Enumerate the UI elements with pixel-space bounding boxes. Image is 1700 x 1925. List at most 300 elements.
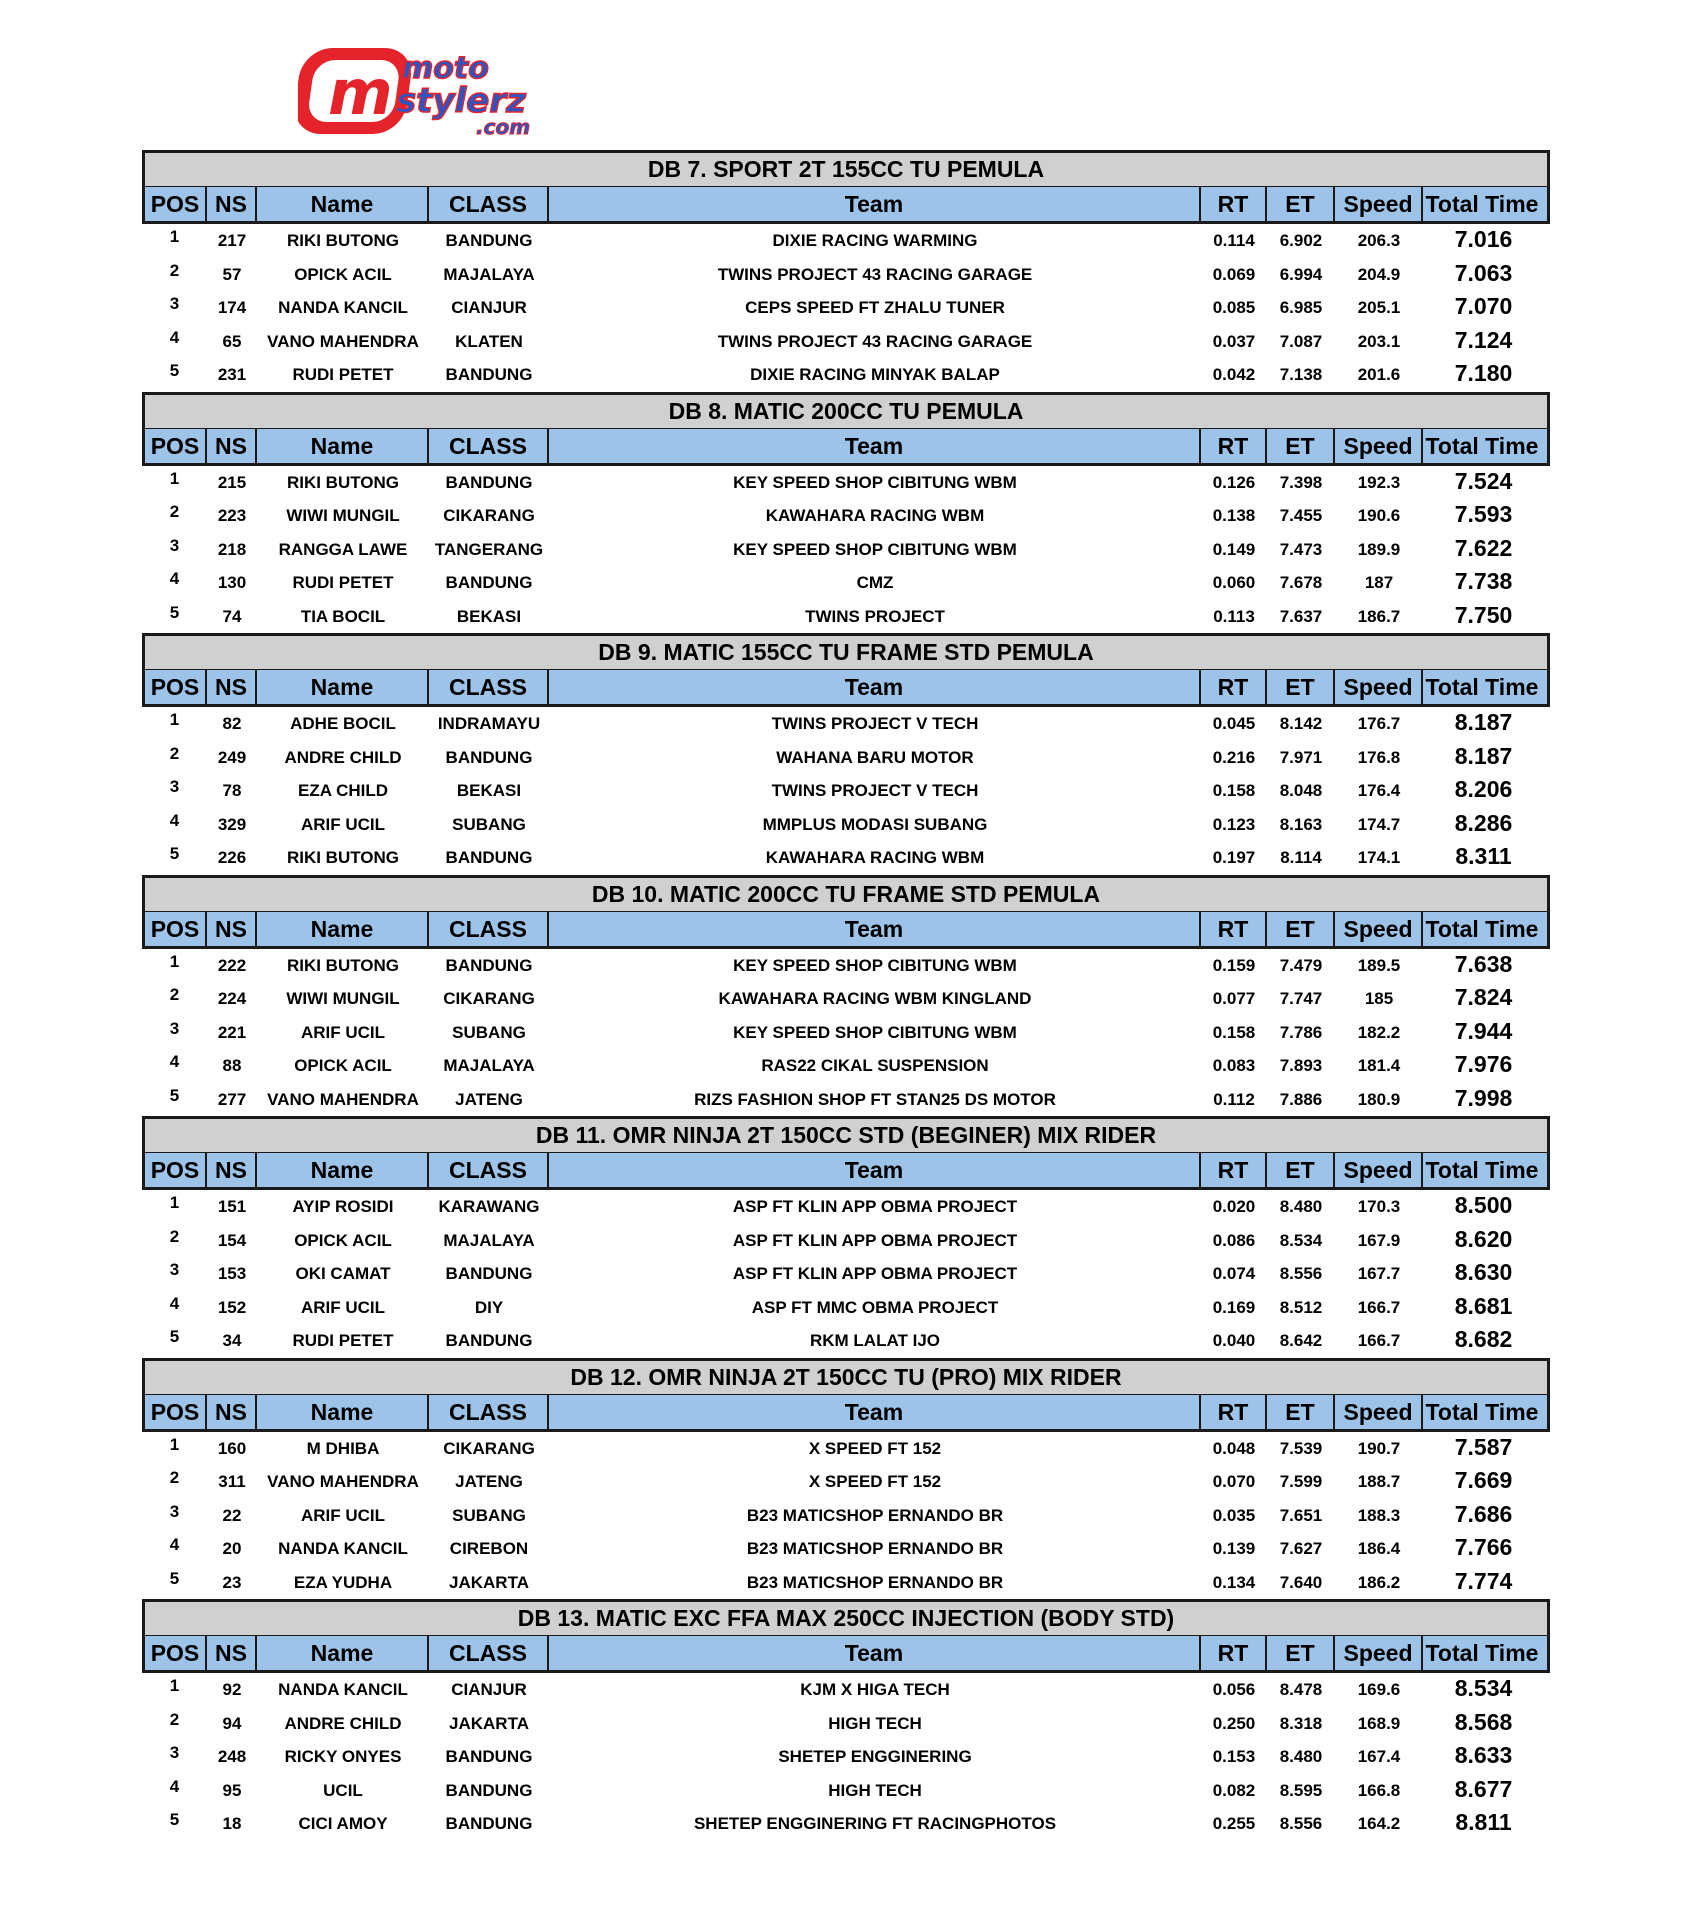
cell-ns: 160 (217, 1438, 247, 1458)
cell-speed: 190.7 (1357, 1438, 1401, 1458)
cell-rt: 0.048 (1212, 1438, 1256, 1458)
cell-team: HIGH TECH (828, 1780, 922, 1800)
cell-name: VANO MAHENDRA (267, 1472, 419, 1491)
column-header-pos: POS (145, 912, 207, 946)
cell-speed: 181.4 (1357, 1056, 1401, 1075)
cell-ns: 95 (222, 1780, 242, 1800)
column-header-et: ET (1267, 1395, 1335, 1429)
cell-et: 8.480 (1279, 1197, 1323, 1216)
cell-rt: 0.126 (1212, 472, 1256, 492)
cell-class: BANDUNG (445, 1747, 533, 1766)
column-header-class: CLASS (429, 429, 549, 463)
svg-text:.com: .com (476, 115, 531, 139)
cell-name: VANO MAHENDRA (267, 331, 419, 351)
cell-pos: 2 (169, 743, 180, 763)
cell-pos: 1 (169, 1434, 180, 1454)
column-header-et: ET (1267, 1636, 1335, 1670)
cell-rt: 0.138 (1212, 506, 1256, 525)
column-header-rt: RT (1201, 912, 1267, 946)
cell-et: 7.971 (1279, 747, 1323, 767)
table-row (142, 325, 1550, 359)
table-row (142, 1673, 1550, 1707)
column-header-speed: Speed (1335, 187, 1423, 221)
cell-ns: 151 (217, 1197, 247, 1216)
cell-pos: 2 (169, 502, 180, 521)
cell-team: CMZ (856, 573, 894, 592)
column-header-class: CLASS (429, 1153, 549, 1187)
cell-team: MMPLUS MODASI SUBANG (762, 814, 988, 834)
cell-rt: 0.056 (1212, 1680, 1256, 1699)
cell-pos: 1 (169, 468, 180, 488)
cell-speed: 186.4 (1357, 1539, 1401, 1558)
column-header-pos: POS (145, 670, 207, 704)
cell-name: OPICK ACIL (294, 1230, 392, 1250)
cell-et: 7.886 (1279, 1089, 1323, 1109)
cell-et: 7.455 (1279, 506, 1323, 525)
column-header-rt: RT (1201, 187, 1267, 221)
cell-et: 6.985 (1279, 298, 1323, 317)
cell-speed: 167.4 (1357, 1747, 1401, 1766)
cell-rt: 0.113 (1213, 606, 1255, 626)
column-header-ns: NS (207, 1153, 257, 1187)
cell-et: 7.640 (1279, 1572, 1323, 1592)
cell-class: KARAWANG (438, 1197, 540, 1216)
table-row (142, 774, 1550, 808)
cell-total: 7.180 (1454, 360, 1513, 386)
table-row (142, 707, 1550, 741)
cell-et: 8.556 (1279, 1264, 1323, 1283)
event-title: DB 11. OMR NINJA 2T 150CC STD (BEGINER) MIX RIDER (145, 1116, 1547, 1153)
cell-total: 7.124 (1454, 326, 1513, 353)
cell-class: BANDUNG (445, 1264, 533, 1283)
cell-pos: 1 (169, 951, 180, 971)
cell-pos: 4 (169, 1776, 180, 1796)
cell-ns: 152 (217, 1297, 247, 1317)
table-row (142, 1049, 1550, 1083)
column-header-name: Name (257, 670, 429, 704)
cell-name: OPICK ACIL (294, 264, 392, 284)
cell-total: 8.681 (1454, 1292, 1513, 1319)
cell-speed: 185 (1364, 989, 1394, 1008)
column-header-rt: RT (1201, 1395, 1267, 1429)
cell-et: 8.642 (1279, 1331, 1323, 1350)
column-header-class: CLASS (429, 187, 549, 221)
column-header-team: Team (549, 429, 1201, 463)
cell-class: SUBANG (452, 1022, 526, 1042)
cell-class: MAJALAYA (443, 1230, 535, 1250)
column-header-team: Team (549, 912, 1201, 946)
cell-speed: 203.1 (1357, 331, 1401, 351)
cell-class: TANGERANG (434, 539, 544, 559)
cell-ns: 92 (222, 1680, 242, 1699)
table-row (142, 1324, 1550, 1358)
cell-rt: 0.134 (1212, 1572, 1256, 1592)
cell-name: RIKI BUTONG (286, 955, 400, 975)
cell-pos: 3 (169, 535, 180, 555)
cell-class: BANDUNG (445, 848, 533, 867)
result-rows (142, 466, 1550, 634)
table-row (142, 1532, 1550, 1566)
column-header-pos: POS (145, 1636, 207, 1670)
cell-et: 8.114 (1280, 848, 1322, 867)
cell-total: 7.824 (1454, 984, 1513, 1010)
table-row (142, 808, 1550, 842)
column-header-rt: RT (1201, 1153, 1267, 1187)
cell-name: OKI CAMAT (295, 1264, 391, 1283)
column-header-name: Name (257, 1636, 429, 1670)
cell-pos: 2 (169, 1468, 180, 1487)
cell-speed: 187 (1364, 573, 1394, 592)
cell-class: CIKARANG (443, 1438, 535, 1458)
table-row (142, 1257, 1550, 1291)
event-block (142, 875, 1550, 1117)
cell-speed: 190.6 (1357, 506, 1401, 525)
event-block (142, 1599, 1550, 1841)
cell-total: 8.286 (1454, 809, 1513, 836)
result-rows (142, 949, 1550, 1117)
column-header-class: CLASS (429, 1395, 549, 1429)
cell-rt: 0.112 (1213, 1089, 1255, 1109)
cell-pos: 2 (169, 1226, 180, 1246)
cell-class: CIKARANG (443, 506, 535, 525)
cell-et: 7.599 (1279, 1472, 1323, 1491)
cell-et: 8.556 (1279, 1814, 1323, 1833)
cell-team: KJM X HIGA TECH (800, 1680, 950, 1699)
column-header-pos: POS (145, 1395, 207, 1429)
cell-rt: 0.077 (1212, 989, 1256, 1008)
cell-class: BEKASI (456, 606, 522, 626)
cell-rt: 0.082 (1212, 1780, 1256, 1800)
cell-speed: 169.6 (1357, 1680, 1401, 1699)
cell-pos: 1 (169, 227, 180, 246)
cell-total: 7.669 (1454, 1467, 1513, 1493)
column-header-class: CLASS (429, 912, 549, 946)
column-header-row (145, 1153, 1547, 1190)
cell-name: ANDRE CHILD (284, 1713, 402, 1733)
cell-speed: 206.3 (1357, 231, 1401, 250)
table-row (142, 291, 1550, 325)
cell-team: B23 MATICSHOP ERNANDO BR (746, 1572, 1004, 1592)
cell-speed: 167.9 (1357, 1230, 1401, 1250)
cell-name: TIA BOCIL (300, 606, 386, 626)
cell-ns: 88 (222, 1056, 242, 1075)
cell-pos: 2 (169, 260, 180, 280)
cell-speed: 176.7 (1357, 714, 1401, 733)
column-header-speed: Speed (1335, 1636, 1423, 1670)
cell-pos: 4 (169, 810, 180, 830)
cell-speed: 188.3 (1357, 1505, 1401, 1525)
cell-class: SUBANG (452, 1505, 526, 1525)
cell-name: EZA YUDHA (293, 1572, 393, 1592)
cell-total: 7.766 (1454, 1534, 1513, 1560)
cell-et: 8.478 (1279, 1680, 1323, 1699)
cell-team: TWINS PROJECT V TECH (771, 714, 979, 733)
column-header-total: Total Time (1425, 1398, 1539, 1425)
cell-name: RUDI PETET (292, 365, 394, 384)
svg-text:stylerz: stylerz (396, 81, 526, 121)
cell-total: 8.206 (1454, 776, 1513, 802)
cell-ns: 218 (217, 539, 247, 559)
cell-total: 7.524 (1454, 467, 1513, 494)
column-header-name: Name (257, 912, 429, 946)
cell-name: NANDA KANCIL (278, 1539, 408, 1558)
event-title: DB 12. OMR NINJA 2T 150CC TU (PRO) MIX RIDER (145, 1358, 1547, 1395)
column-header-et: ET (1267, 429, 1335, 463)
cell-speed: 186.2 (1357, 1572, 1401, 1592)
cell-class: SUBANG (452, 814, 526, 834)
cell-total: 7.063 (1454, 259, 1513, 286)
cell-pos: 4 (169, 1535, 180, 1554)
cell-rt: 0.020 (1212, 1197, 1256, 1216)
cell-name: ARIF UCIL (300, 1022, 386, 1042)
cell-speed: 189.5 (1357, 955, 1401, 975)
cell-team: HIGH TECH (828, 1713, 922, 1733)
cell-rt: 0.085 (1212, 298, 1256, 317)
column-header-name: Name (257, 1153, 429, 1187)
column-header-et: ET (1267, 670, 1335, 704)
cell-ns: 311 (218, 1472, 246, 1491)
table-row (142, 1774, 1550, 1808)
cell-total: 7.774 (1454, 1567, 1513, 1594)
column-header-total: Total Time (1425, 915, 1539, 942)
column-header-total: Total Time (1425, 1640, 1539, 1666)
column-header-row (145, 1395, 1547, 1432)
cell-et: 8.512 (1279, 1297, 1323, 1317)
table-row (142, 1083, 1550, 1117)
cell-et: 7.539 (1279, 1438, 1323, 1458)
column-header-row (145, 187, 1547, 224)
column-header-speed: Speed (1335, 670, 1423, 704)
column-header-team: Team (549, 670, 1201, 704)
cell-ns: 174 (217, 298, 247, 317)
cell-ns: 226 (217, 848, 247, 867)
cell-pos: 5 (169, 602, 180, 622)
cell-rt: 0.086 (1212, 1230, 1256, 1250)
column-header-total: Total Time (1425, 191, 1539, 217)
column-header-name: Name (257, 187, 429, 221)
cell-ns: 82 (222, 714, 242, 733)
cell-rt: 0.216 (1212, 747, 1256, 767)
event-block (142, 1116, 1550, 1358)
cell-team: KAWAHARA RACING WBM KINGLAND (718, 989, 1032, 1008)
cell-team: KAWAHARA RACING WBM (765, 506, 985, 525)
table-row (142, 533, 1550, 567)
cell-pos: 2 (169, 1709, 180, 1729)
cell-speed: 166.7 (1357, 1297, 1401, 1317)
column-header-ns: NS (207, 429, 257, 463)
cell-ns: 20 (222, 1539, 242, 1558)
table-row (142, 1707, 1550, 1741)
cell-speed: 201.6 (1357, 365, 1401, 384)
cell-name: RIKI BUTONG (286, 472, 400, 492)
cell-class: JATENG (455, 1089, 523, 1109)
cell-rt: 0.083 (1212, 1056, 1256, 1075)
column-header-ns: NS (207, 912, 257, 946)
cell-speed: 168.9 (1357, 1713, 1401, 1733)
cell-class: CIREBON (449, 1539, 529, 1558)
cell-speed: 167.7 (1357, 1264, 1401, 1283)
column-header-rt: RT (1201, 429, 1267, 463)
cell-rt: 0.250 (1212, 1713, 1256, 1733)
table-row (142, 1291, 1550, 1325)
cell-total: 8.630 (1454, 1259, 1513, 1285)
cell-et: 8.142 (1279, 714, 1323, 733)
table-row (142, 499, 1550, 533)
cell-team: TWINS PROJECT V TECH (771, 781, 979, 800)
cell-class: CIANJUR (451, 1680, 527, 1699)
cell-rt: 0.042 (1212, 365, 1256, 384)
cell-rt: 0.035 (1212, 1505, 1256, 1525)
cell-ns: 277 (217, 1089, 247, 1109)
column-header-pos: POS (145, 429, 207, 463)
cell-ns: 57 (222, 264, 242, 284)
cell-class: BEKASI (456, 781, 522, 800)
cell-et: 7.893 (1279, 1056, 1323, 1075)
column-header-row (145, 912, 1547, 949)
cell-speed: 186.7 (1357, 606, 1401, 626)
cell-name: UCIL (323, 1780, 363, 1800)
table-row (142, 741, 1550, 775)
cell-rt: 0.149 (1212, 539, 1256, 559)
cell-name: WIWI MUNGIL (286, 506, 400, 525)
cell-total: 7.998 (1454, 1084, 1513, 1111)
cell-team: KEY SPEED SHOP CIBITUNG WBM (733, 1022, 1017, 1042)
table-row (142, 1465, 1550, 1499)
cell-et: 7.473 (1279, 539, 1323, 559)
cell-et: 6.994 (1279, 264, 1323, 284)
cell-team: CEPS SPEED FT ZHALU TUNER (745, 298, 1005, 317)
cell-rt: 0.074 (1212, 1264, 1256, 1283)
cell-pos: 5 (169, 1327, 180, 1346)
cell-team: KEY SPEED SHOP CIBITUNG WBM (733, 472, 1017, 492)
cell-ns: 329 (217, 814, 247, 834)
cell-pos: 5 (169, 844, 180, 863)
cell-speed: 174.7 (1357, 814, 1401, 834)
cell-team: B23 MATICSHOP ERNANDO BR (746, 1539, 1004, 1558)
table-row (142, 1190, 1550, 1224)
column-header-row (145, 1636, 1547, 1673)
cell-rt: 0.037 (1212, 331, 1256, 351)
cell-name: ARIF UCIL (300, 1297, 386, 1317)
cell-pos: 2 (169, 985, 180, 1004)
cell-ns: 224 (217, 989, 247, 1008)
cell-pos: 3 (169, 777, 180, 796)
cell-pos: 3 (169, 1743, 180, 1762)
table-row (142, 1499, 1550, 1533)
column-header-speed: Speed (1335, 912, 1423, 946)
cell-total: 8.500 (1454, 1192, 1513, 1218)
table-row (142, 600, 1550, 634)
cell-class: MAJALAYA (443, 264, 535, 284)
cell-name: AYIP ROSIDI (292, 1197, 394, 1216)
cell-name: EZA CHILD (297, 781, 389, 800)
cell-pos: 5 (169, 361, 180, 380)
table-row (142, 566, 1550, 600)
cell-speed: 189.9 (1357, 539, 1401, 559)
cell-class: JAKARTA (449, 1572, 529, 1592)
cell-rt: 0.060 (1212, 573, 1256, 592)
cell-et: 6.902 (1279, 231, 1323, 250)
cell-name: RIKI BUTONG (286, 231, 400, 250)
cell-total: 8.187 (1454, 742, 1513, 769)
cell-rt: 0.123 (1212, 814, 1256, 834)
cell-name: RICKY ONYES (284, 1747, 402, 1766)
cell-rt: 0.139 (1212, 1539, 1256, 1558)
cell-class: BANDUNG (445, 1814, 533, 1833)
cell-team: TWINS PROJECT (805, 606, 945, 626)
cell-et: 8.480 (1279, 1747, 1323, 1766)
cell-team: KEY SPEED SHOP CIBITUNG WBM (733, 955, 1017, 975)
cell-name: ADHE BOCIL (290, 714, 396, 733)
column-header-speed: Speed (1335, 429, 1423, 463)
cell-ns: 78 (222, 781, 242, 800)
cell-name: ANDRE CHILD (284, 747, 402, 767)
cell-et: 8.163 (1279, 814, 1323, 834)
cell-class: CIANJUR (451, 298, 527, 317)
cell-ns: 248 (217, 1747, 247, 1766)
cell-rt: 0.158 (1212, 1022, 1256, 1042)
cell-class: INDRAMAYU (437, 714, 541, 733)
event-block (142, 633, 1550, 875)
cell-total: 8.311 (1455, 843, 1512, 869)
cell-total: 7.686 (1454, 1500, 1513, 1527)
cell-team: KAWAHARA RACING WBM (765, 848, 985, 867)
cell-team: DIXIE RACING MINYAK BALAP (750, 365, 1000, 384)
column-header-ns: NS (207, 187, 257, 221)
event-title: DB 9. MATIC 155CC TU FRAME STD PEMULA (145, 633, 1547, 670)
cell-ns: 222 (217, 955, 247, 975)
cell-total: 7.587 (1454, 1433, 1513, 1460)
cell-team: SHETEP ENGGINERING FT RACINGPHOTOS (693, 1814, 1057, 1833)
cell-rt: 0.158 (1212, 781, 1256, 800)
cell-pos: 1 (169, 710, 180, 729)
cell-pos: 1 (169, 1676, 180, 1695)
table-row (142, 1224, 1550, 1258)
cell-total: 8.682 (1454, 1326, 1513, 1352)
motostylerz-logo (298, 40, 598, 144)
column-header-rt: RT (1201, 1636, 1267, 1670)
cell-total: 7.070 (1454, 293, 1513, 319)
cell-et: 8.534 (1279, 1230, 1323, 1250)
column-header-team: Team (549, 1153, 1201, 1187)
event-title: DB 7. SPORT 2T 155CC TU PEMULA (145, 150, 1547, 187)
cell-team: WAHANA BARU MOTOR (776, 747, 974, 767)
svg-text:moto: moto (402, 51, 489, 86)
table-row (142, 1566, 1550, 1600)
cell-total: 7.738 (1454, 568, 1513, 594)
column-header-pos: POS (145, 1153, 207, 1187)
cell-total: 8.187 (1454, 709, 1513, 735)
result-rows (142, 1190, 1550, 1358)
cell-name: RIKI BUTONG (286, 848, 400, 867)
column-header-team: Team (549, 1395, 1201, 1429)
cell-et: 8.318 (1279, 1713, 1323, 1733)
cell-total: 7.593 (1454, 501, 1513, 527)
cell-rt: 0.069 (1212, 264, 1256, 284)
cell-pos: 4 (169, 1293, 180, 1313)
cell-total: 7.016 (1454, 226, 1513, 252)
cell-rt: 0.114 (1213, 231, 1255, 250)
cell-pos: 4 (169, 569, 180, 588)
table-row (142, 949, 1550, 983)
cell-ns: 153 (217, 1264, 247, 1283)
cell-team: KEY SPEED SHOP CIBITUNG WBM (733, 539, 1017, 559)
cell-class: DIY (474, 1297, 504, 1317)
cell-et: 7.479 (1279, 955, 1323, 975)
cell-class: CIKARANG (443, 989, 535, 1008)
column-header-team: Team (549, 1636, 1201, 1670)
cell-et: 7.747 (1279, 989, 1323, 1008)
